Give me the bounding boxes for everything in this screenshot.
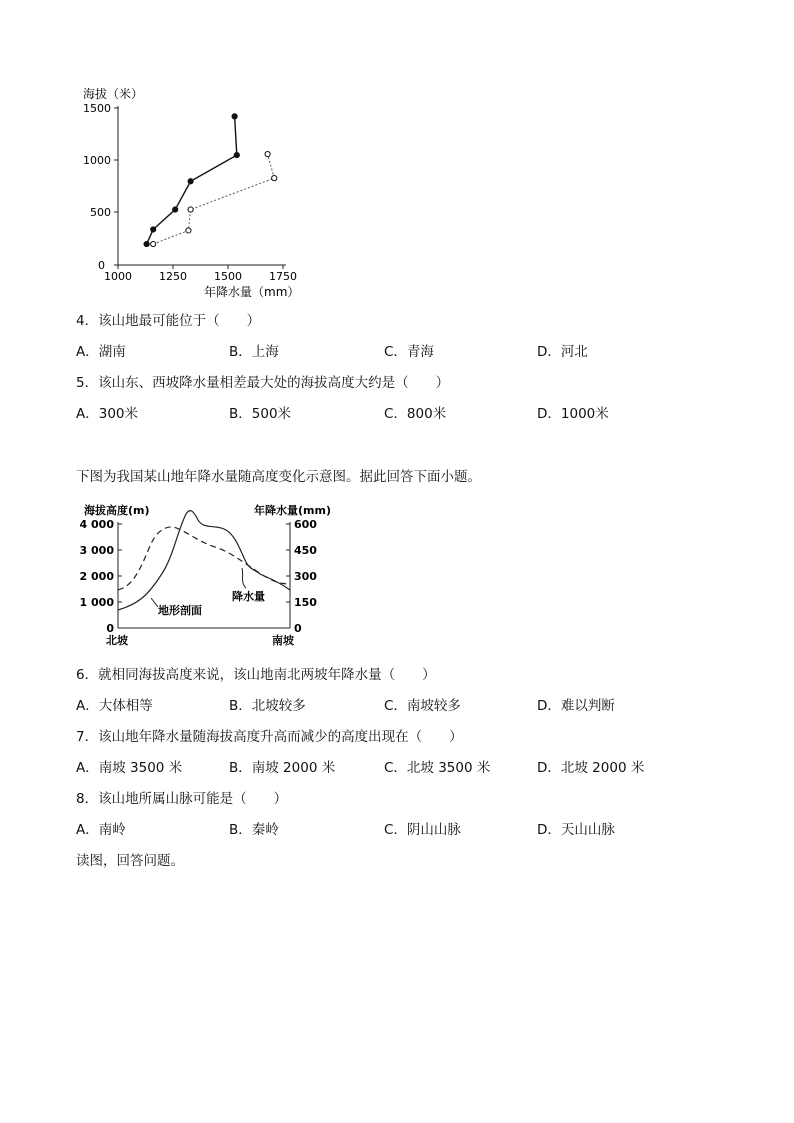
chart1-ytick-label: 1500 — [83, 102, 111, 115]
question-7-stem: 7．该山地年降水量随海拔高度升高而减少的高度出现在（ ） — [76, 729, 463, 745]
chart2-ylabel-left: 海拔高度(m) — [84, 504, 150, 517]
series-2-point — [151, 241, 156, 246]
question-8-stem: 8．该山地所属山脉可能是（ ） — [76, 791, 288, 807]
q7-option-a: A．南坡 3500 米 — [76, 760, 183, 776]
chart1-ylabel: 海拔（米） — [83, 87, 144, 101]
q8-option-c: C．阴山山脉 — [384, 822, 461, 838]
q6-option-b: B．北坡较多 — [229, 698, 306, 714]
q7-option-d: D．北坡 2000 米 — [537, 760, 645, 776]
series-1-point — [234, 153, 239, 158]
chart2-ytick-left: 2 000 — [79, 570, 114, 583]
closing-instruction: 读图，回答问题。 — [76, 853, 184, 869]
q8-option-b: B．秦岭 — [229, 822, 279, 838]
q6-option-a: A．大体相等 — [76, 698, 153, 714]
q5-option-a: A．300米 — [76, 406, 139, 422]
precip-label: 降水量 — [232, 590, 265, 603]
section-intro: 下图为我国某山地年降水量随高度变化示意图。据此回答下面小题。 — [76, 469, 481, 485]
series-1-point — [173, 207, 178, 212]
q6-option-c: C．南坡较多 — [384, 698, 461, 714]
chart2-ytick-right: 600 — [294, 518, 317, 531]
chart2-ylabel-right: 年降水量(mm) — [254, 504, 331, 517]
chart1-xtick-label: 1500 — [214, 270, 242, 283]
series-1-point — [232, 114, 237, 119]
series-2-point — [265, 151, 270, 156]
chart1-xtick-label: 1000 — [104, 270, 132, 283]
south-slope-label: 南坡 — [272, 634, 294, 647]
series-2-point — [272, 176, 277, 181]
chart1-series-group — [144, 114, 277, 247]
precipitation-line — [118, 527, 290, 590]
series-1-point — [188, 179, 193, 184]
north-slope-label: 北坡 — [106, 634, 128, 647]
q4-option-d: D．河北 — [537, 344, 588, 360]
chart1-xtick-label: 1750 — [269, 270, 297, 283]
chart1-ytick-label: 0 — [98, 259, 105, 272]
terrain-pointer — [151, 598, 158, 607]
chart2-ytick-right: 150 — [294, 596, 317, 609]
chart2-ytick-left: 1 000 — [79, 596, 114, 609]
q6-option-d: D．难以判断 — [537, 698, 615, 714]
q4-option-a: A．湖南 — [76, 344, 126, 360]
chart2-ytick-right: 0 — [294, 622, 302, 635]
q7-option-c: C．北坡 3500 米 — [384, 760, 491, 776]
terrain-label: 地形剖面 — [158, 604, 202, 617]
chart2-ytick-left: 3 000 — [79, 544, 114, 557]
chart2-ytick-right: 300 — [294, 570, 317, 583]
chart2-ytick-right: 450 — [294, 544, 317, 557]
chart1-xtick-label: 1250 — [159, 270, 187, 283]
chart1-ytick-label: 500 — [90, 206, 111, 219]
series-1-point — [144, 241, 149, 246]
altitude-precip-chart — [78, 84, 318, 304]
chart2-ytick-left: 0 — [106, 622, 114, 635]
q5-option-c: C．800米 — [384, 406, 447, 422]
q7-option-b: B．南坡 2000 米 — [229, 760, 336, 776]
question-5-stem: 5．该山东、西坡降水量相差最大处的海拔高度大约是（ ） — [76, 375, 450, 391]
question-4-stem: 4．该山地最可能位于（ ） — [76, 313, 261, 329]
chart1-ytick-label: 1000 — [83, 154, 111, 167]
series-1-point — [151, 227, 156, 232]
q4-option-b: B．上海 — [229, 344, 279, 360]
q4-option-c: C．青海 — [384, 344, 434, 360]
precip-pointer — [242, 568, 246, 588]
chart2-ytick-left: 4 000 — [79, 518, 114, 531]
question-6-stem: 6．就相同海拔高度来说，该山地南北两坡年降水量（ ） — [76, 667, 436, 683]
series-2-point — [186, 228, 191, 233]
chart1-xlabel: 年降水量（mm） — [204, 285, 300, 299]
q5-option-d: D．1000米 — [537, 406, 609, 422]
mountain-profile-chart — [78, 500, 338, 650]
q5-option-b: B．500米 — [229, 406, 292, 422]
series-2-point — [188, 207, 193, 212]
q8-option-d: D．天山山脉 — [537, 822, 615, 838]
q8-option-a: A．南岭 — [76, 822, 126, 838]
